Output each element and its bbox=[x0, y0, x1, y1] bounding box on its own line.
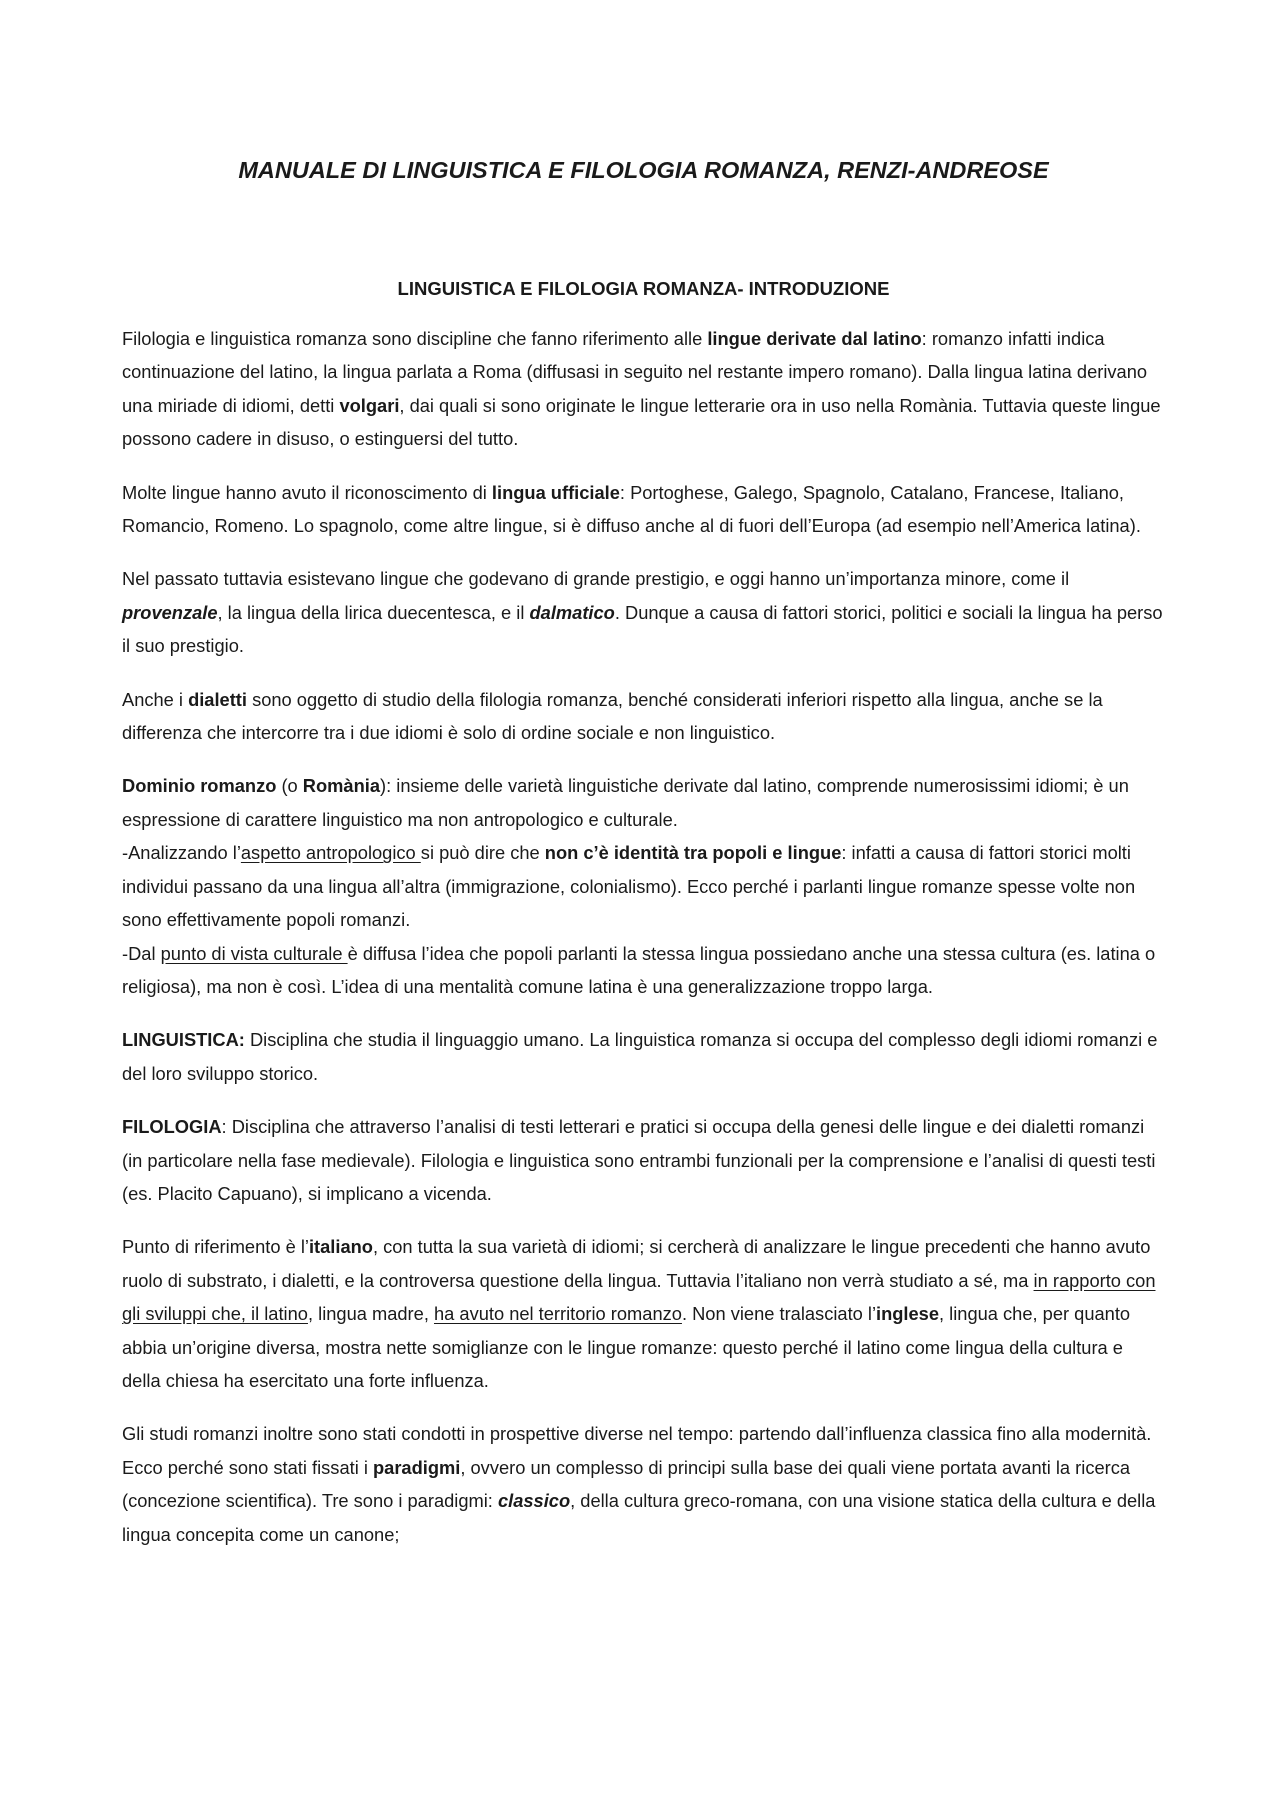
bold-term: volgari bbox=[339, 394, 400, 416]
text-run: : Portoghese, Galego, Spagnolo, Catalano, Francese, Italiano, Romancio, Romeno. Lo spagnolo, come altre lingue, si è diffuso anche al di fuori dell’Europa (ad esempio nell’America latina). bbox=[122, 481, 1141, 537]
underlined-term: ha avuto nel territorio romanzo bbox=[433, 1303, 682, 1325]
text-run: : infatti a causa di fattori storici molti individui passano da una lingua all’altra (immigrazione, colonialismo). Ecco perché i parlanti lingue romanze spesse volte non sono effettivamente popoli romanzi. bbox=[122, 842, 1136, 931]
bold-italic-term: provenzale bbox=[122, 601, 218, 623]
bold-term: paradigmi bbox=[372, 1456, 461, 1478]
text-run: è diffusa l’idea che popoli parlanti la stessa lingua possiedano anche una stessa cultura (es. latina o religiosa), ma non è così. L’idea di una mentalità comune latina è una generalizzazione troppo larga. bbox=[122, 942, 1156, 997]
bold-term: inglese bbox=[876, 1303, 940, 1325]
text-run: , della cultura greco-romana, con una visione statica della cultura e della lingua concepita come un canone; bbox=[122, 1490, 1156, 1545]
bold-term: italiano bbox=[308, 1236, 373, 1258]
paragraph-prestige-languages bbox=[122, 562, 1165, 662]
bold-term: lingua ufficiale bbox=[491, 481, 620, 503]
text-run: -Dal bbox=[122, 942, 161, 964]
text-run: si può dire che bbox=[420, 842, 545, 864]
text-run: Anche i bbox=[122, 688, 189, 710]
text-run: Disciplina che studia il linguaggio umano. La linguistica romanza si occupa del complesso degli idiomi romanzi e del loro sviluppo storico. bbox=[122, 1029, 1158, 1084]
text-run: : romanzo infatti indica continuazione del latino, la lingua parlata a Roma (diffusasi in seguito nel restante impero romano). Dalla lingua latina derivano una miriade di idiomi, detti bbox=[122, 328, 1148, 416]
bold-term: LINGUISTICA: bbox=[122, 1029, 245, 1051]
text-run: Filologia e linguistica romanza sono discipline che fanno riferimento alle bbox=[122, 328, 708, 349]
document-title: MANUALE DI LINGUISTICA E FILOLOGIA ROMANZA, RENZI-ANDREOSE bbox=[238, 157, 1049, 183]
text-run: , lingua che, per quanto abbia un’origine diversa, mostra nette somiglianze con le lingue romanze: questo perché il latino come lingua della cultura e della chiesa ha esercitato una forte influenza. bbox=[122, 1303, 1131, 1391]
paragraph-dominio-romanzo bbox=[122, 769, 1165, 1003]
text-run: , dai quali si sono originate le lingue letterarie ora in uso nella Romània. Tuttavia queste lingue possono cadere in disuso, o estinguersi del tutto. bbox=[122, 394, 1161, 450]
text-run: , ovvero un complesso di principi sulla base dei quali viene portata avanti la ricerca (concezione scientifica). Tre sono i paradigmi: bbox=[122, 1456, 1131, 1512]
paragraph-latin-languages bbox=[122, 322, 1165, 456]
text-run: : Disciplina che attraverso l’analisi di testi letterari e pratici si occupa della genesi delle lingue e dei dialetti romanzi (in particolare nella fase medievale). Filologia e linguistica sono entrambi funzionali per la comprensione e l’analisi di questi testi (es. Placito Capuano), si implicano a vicenda. bbox=[122, 1116, 1156, 1204]
bold-term: Romània bbox=[302, 775, 381, 797]
paragraph-filologia bbox=[122, 1110, 1165, 1210]
text-run: Nel passato tuttavia esistevano lingue che godevano di grande prestigio, e oggi hanno un’importanza minore, come il bbox=[122, 568, 1070, 590]
text-run: -Analizzando l’ bbox=[122, 842, 241, 864]
text-run: (o bbox=[276, 775, 303, 797]
bold-italic-term: dalmatico bbox=[529, 601, 615, 623]
bold-term: lingue derivate dal latino bbox=[707, 328, 922, 349]
bold-term: FILOLOGIA bbox=[122, 1116, 222, 1138]
bold-term: non c’è identità tra popoli e lingue bbox=[544, 842, 842, 864]
text-run: sono oggetto di studio della filologia romanza, benché considerati inferiori rispetto alla lingua, anche se la differenza che intercorre tra i due idiomi è solo di ordine sociale e non linguistico. bbox=[122, 688, 1103, 744]
text-run: Molte lingue hanno avuto il riconoscimento di bbox=[122, 481, 492, 503]
text-run: , lingua madre, bbox=[307, 1303, 434, 1325]
text-run: . Dunque a causa di fattori storici, politici e sociali la lingua ha perso il suo prestigio. bbox=[122, 601, 1163, 657]
text-run: , la lingua della lirica duecentesca, e il bbox=[217, 601, 530, 623]
paragraph-paradigmi bbox=[122, 1417, 1165, 1551]
text-run: Punto di riferimento è l’ bbox=[122, 1236, 309, 1258]
bold-term: Dominio romanzo bbox=[122, 775, 277, 797]
paragraph-dialects bbox=[122, 683, 1165, 750]
text-run: ): insieme delle varietà linguistiche derivate dal latino, comprende numerosissimi idiomi; è un espressione di carattere linguistico ma non antropologico e culturale. bbox=[122, 775, 1129, 830]
underlined-term: punto di vista culturale bbox=[160, 942, 348, 964]
underlined-term: aspetto antropologico bbox=[240, 842, 421, 864]
paragraph-linguistica bbox=[122, 1023, 1165, 1090]
text-run: , con tutta la sua varietà di idiomi; si cercherà di analizzare le lingue precedenti che hanno avuto ruolo di substrato, i dialetti, e la controversa questione della lingua. Tuttavia l’italiano non verrà studiato a sé, ma bbox=[122, 1236, 1151, 1291]
paragraph-official-languages bbox=[122, 476, 1165, 543]
section-title: LINGUISTICA E FILOLOGIA ROMANZA- INTRODUZIONE bbox=[397, 278, 890, 299]
text-run: . Non viene tralasciato l’ bbox=[681, 1303, 877, 1325]
underlined-term: in rapporto con gli sviluppi che, il latino bbox=[122, 1269, 1156, 1325]
paragraph-italiano bbox=[122, 1230, 1165, 1397]
text-run: Gli studi romanzi inoltre sono stati condotti in prospettive diverse nel tempo: partendo dall’influenza classica fino alla modernità. Ecco perché sono stati fissati i bbox=[122, 1423, 1152, 1478]
bold-term: dialetti bbox=[188, 688, 247, 710]
bold-italic-term: classico bbox=[497, 1490, 571, 1512]
